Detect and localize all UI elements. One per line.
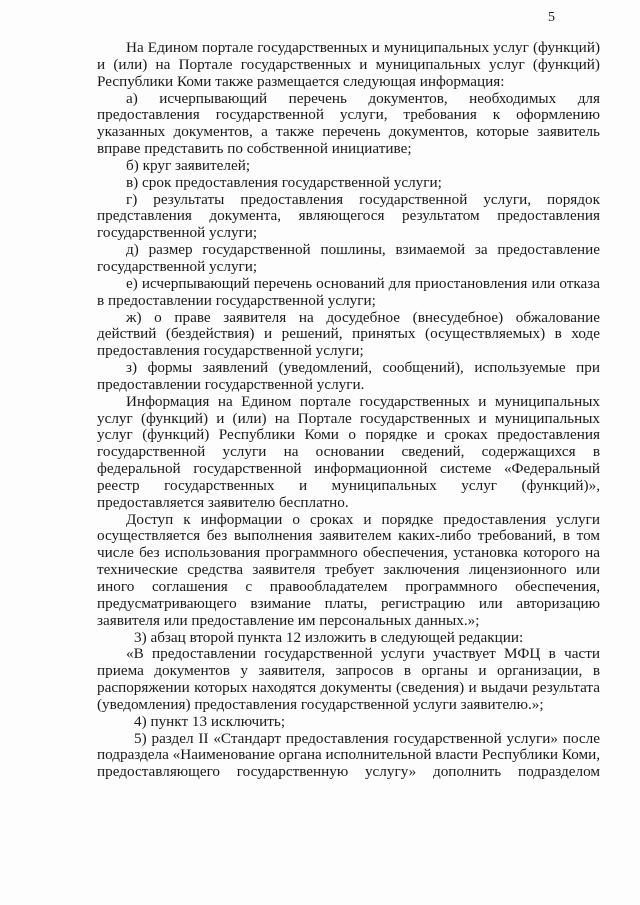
text-line: 3) абзац второй пункта 12 изложить в следующей редакции:: [134, 628, 524, 646]
text-line: Доступ к информации о сроках и порядке предоставления услуги: [126, 510, 600, 528]
text-line: в) срок предоставления государственной услуги;: [126, 173, 442, 191]
text-line: а) исчерпывающий перечень документов, необходимых для: [126, 89, 600, 107]
document-body: [97, 40, 600, 781]
text-line: «В предоставлении государственной услуги участвует МФЦ в части: [126, 645, 600, 663]
text-line: действий (бездействия) и решений, принятых (осуществляемых) в ходе: [97, 325, 600, 343]
text-line: приема документов у заявителя, запросов в органы и организации, в: [97, 662, 600, 680]
text-line: предоставления государственной услуги, требования к оформлению: [97, 106, 600, 124]
text-line: осуществляется без выполнения заявителем каких-либо требований, в том: [97, 527, 600, 545]
text-line: услуг (функций) и (или) на Портале государственных и муниципальных: [97, 409, 600, 427]
text-line: г) результаты предоставления государственной услуги, порядок: [126, 190, 600, 208]
text-line: подраздела «Наименование органа исполнительной власти Республики Коми,: [97, 746, 601, 764]
text-line: реестр государственных и муниципальных услуг (функций)»,: [97, 476, 600, 494]
text-line: е) исчерпывающий перечень оснований для приостановления или отказа: [126, 274, 600, 292]
text-line: предоставлении государственной услуги.: [97, 375, 365, 393]
text-line: Информация на Едином портале государственных и муниципальных: [126, 392, 600, 410]
text-line: На Едином портале государственных и муниципальных услуг (функций): [126, 39, 600, 56]
text-line: представления документа, являющегося результатом предоставления: [97, 207, 600, 225]
text-line: заявителя или предоставление им персональных данных.»;: [97, 611, 480, 629]
text-line: 5) раздел II «Стандарт предоставления государственной услуги» после: [134, 729, 600, 747]
page-number: 5: [548, 10, 555, 25]
text-line: (уведомления) предоставления государственной услуги заявителю.»;: [97, 695, 544, 713]
text-line: распоряжении которых находятся документы (сведения) и выдачи результата: [97, 679, 600, 697]
text-line: государственной услуги на основании сведений, содержащихся в: [97, 443, 600, 461]
text-line: предоставляется заявителю бесплатно.: [97, 493, 349, 511]
text-line: государственной услуги;: [97, 224, 258, 242]
text-line: б) круг заявителей;: [126, 156, 251, 174]
text-line: указанных документов, а также перечень документов, которые заявитель: [97, 123, 600, 141]
text-line: д) размер государственной пошлины, взимаемой за предоставление: [126, 241, 600, 259]
text-line: 4) пункт 13 исключить;: [134, 712, 286, 730]
text-line: в предоставлении государственной услуги;: [97, 291, 376, 309]
text-line: государственной услуги;: [97, 257, 258, 275]
text-line: Республики Коми также размещается следующая информация:: [97, 72, 505, 90]
text-line: предоставления государственной услуги;: [97, 342, 364, 360]
text-line: ж) о праве заявителя на досудебное (внесудебное) обжалование: [126, 308, 600, 326]
text-line: предоставляющего государственную услугу» дополнить подразделом: [97, 763, 600, 781]
text-line: вправе представить по собственной инициативе;: [97, 140, 412, 158]
text-line: предусматривающего взимание платы, регистрацию или авторизацию: [97, 594, 600, 612]
text-line: услуг (функций) Республики Коми о порядке и сроках предоставления: [97, 426, 600, 444]
text-line: иного соглашения с правообладателем программного обеспечения,: [97, 578, 600, 595]
text-line: числе без использования программного обеспечения, установка которого на: [97, 544, 600, 562]
text-line: з) формы заявлений (уведомлений, сообщений), используемые при: [126, 359, 600, 377]
text-line: технические средства заявителя требует заключения лицензионного или: [97, 561, 600, 579]
text-line: федеральной государственной информационной системе «Федеральный: [97, 460, 600, 478]
text-line: и (или) на Портале государственных и муниципальных услуг (функций): [97, 55, 600, 73]
